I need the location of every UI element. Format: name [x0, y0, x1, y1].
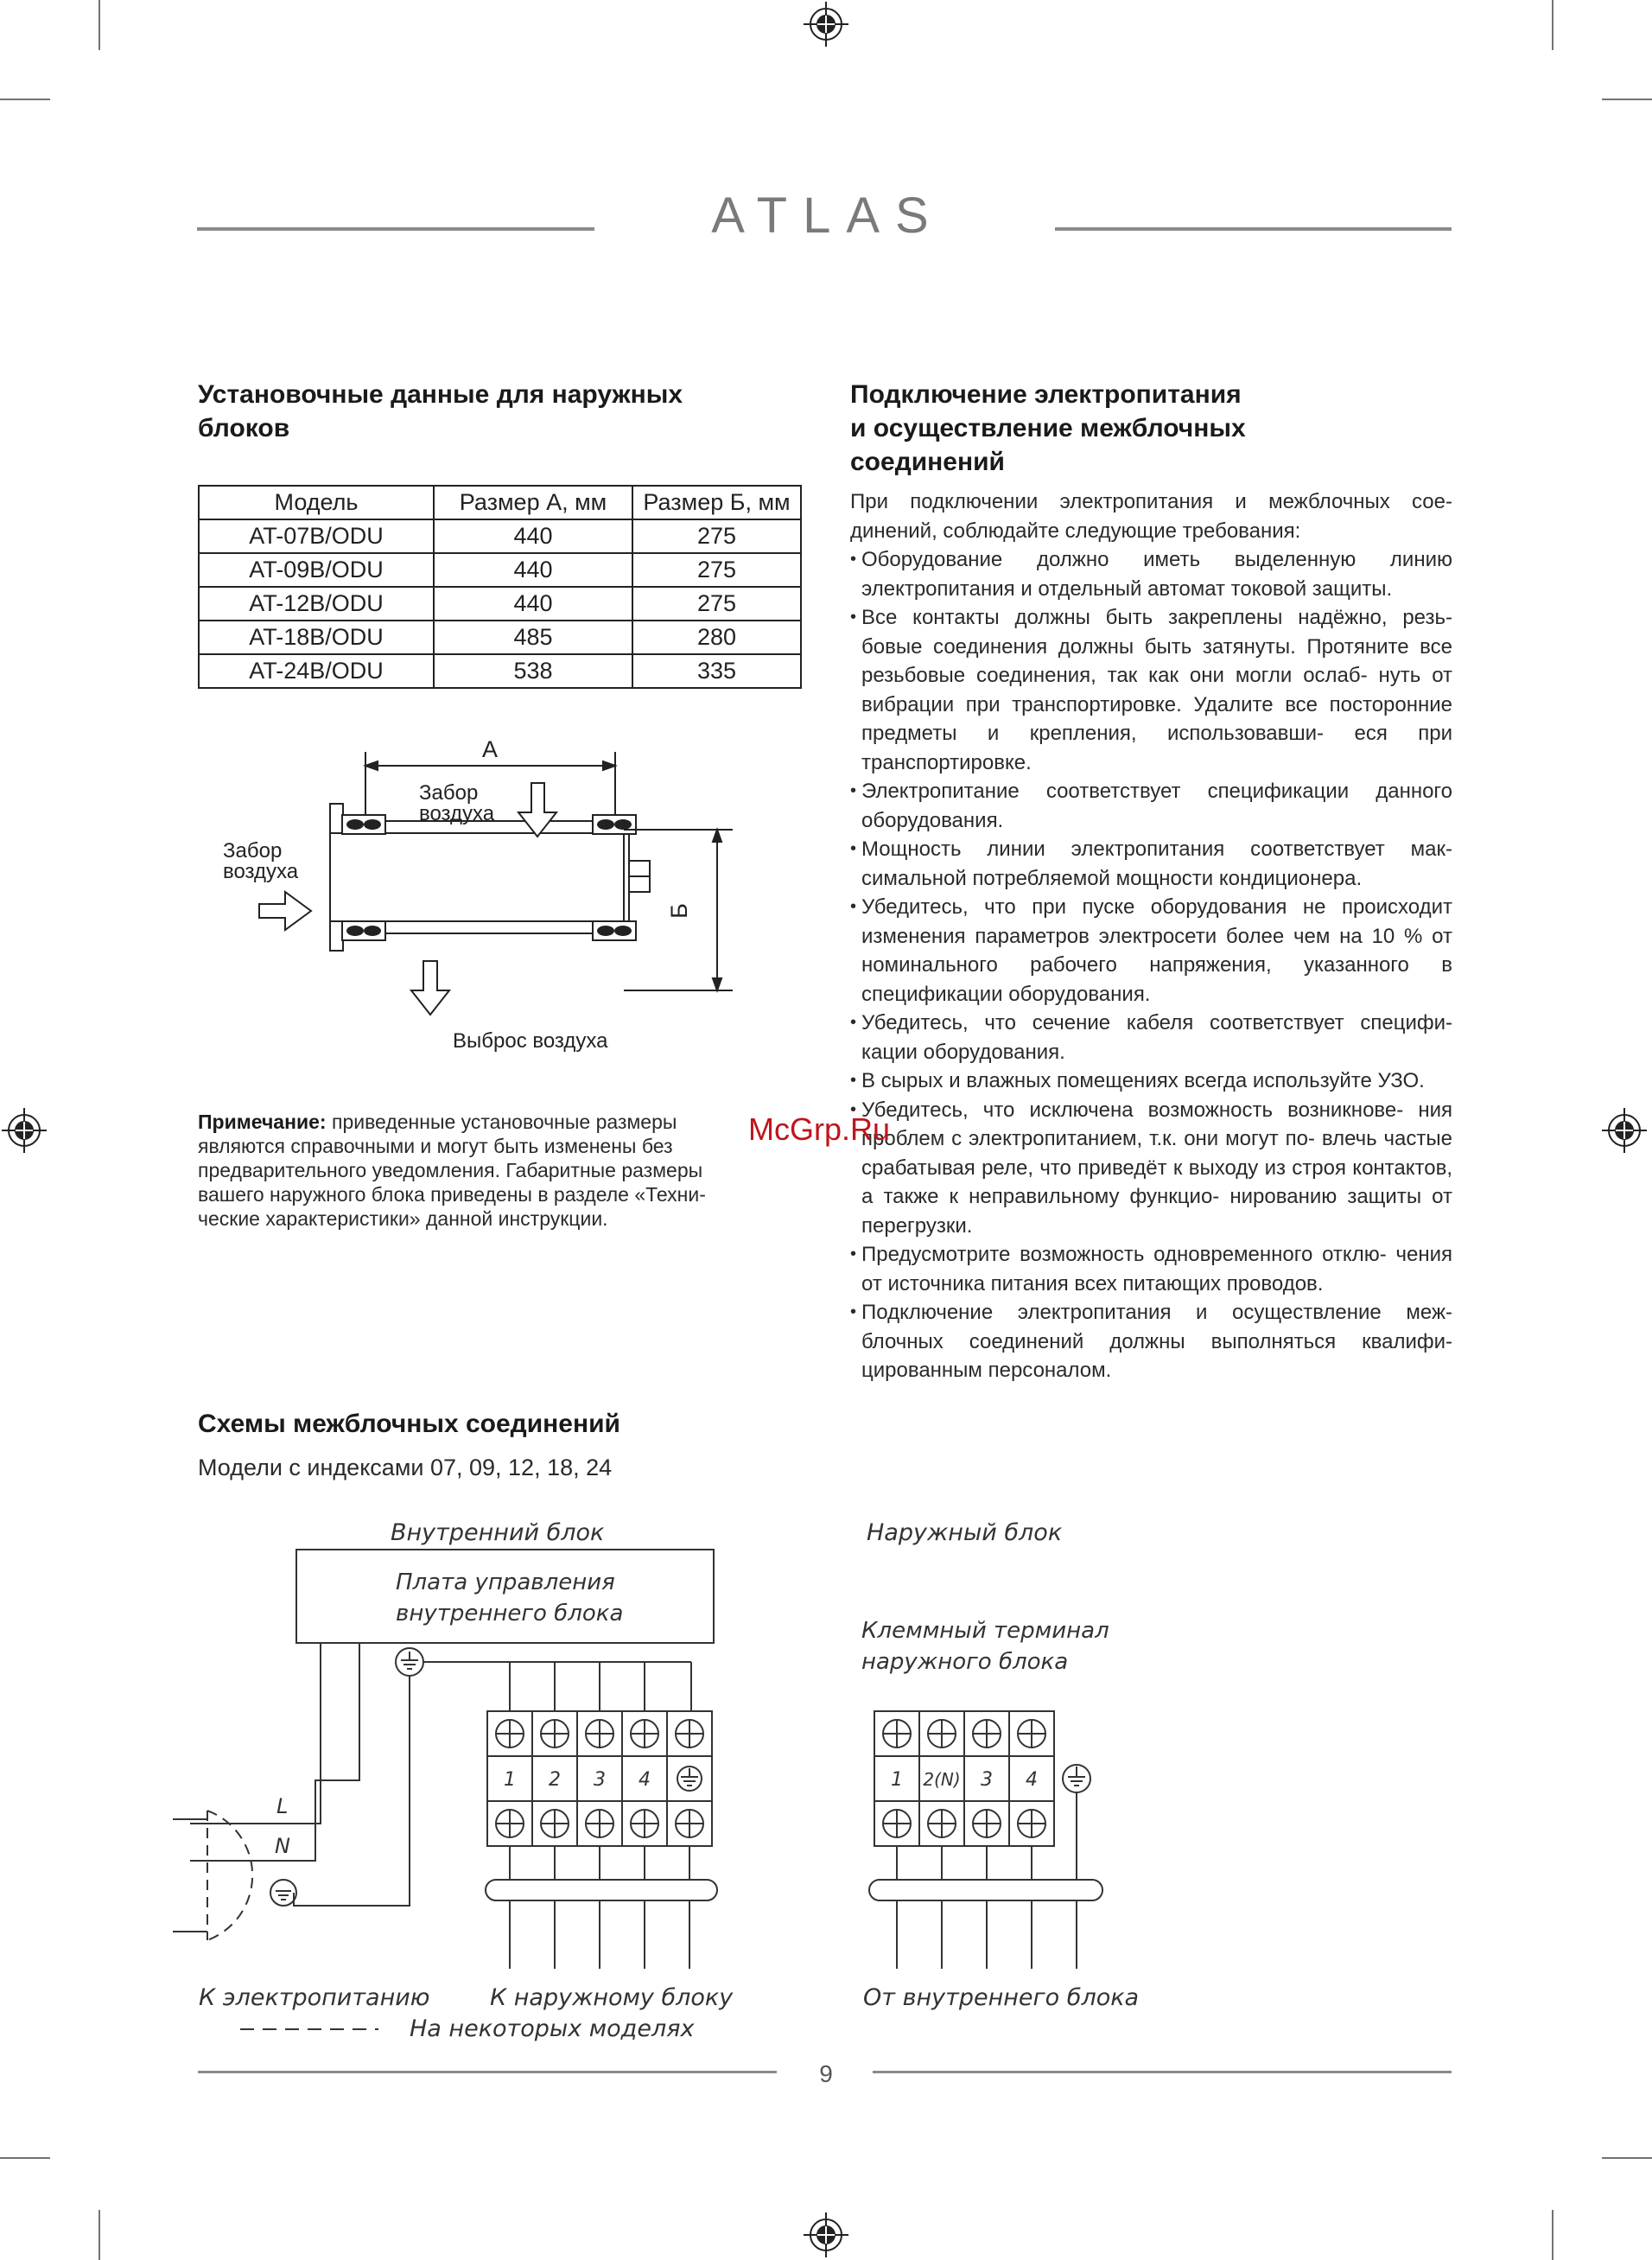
power-requirements: [850, 487, 1452, 1385]
outdoor-unit-label: Наружный блок: [867, 1519, 1063, 1546]
indoor-terminal-3: 3: [594, 1769, 606, 1791]
page-number: 9: [819, 2060, 833, 2087]
outdoor-terminal-1: 1: [891, 1769, 903, 1791]
install-note: Примечание: приведенные установочные размеры являются справочными и могут быть изменены без предварительного уведомления. Габаритные размеры вашего наружного блока приведены в разделе «Техни- ческие характеристики» данной инструкции.: [198, 1111, 706, 1230]
table-row: AT-07B/ODU 440 275: [199, 519, 801, 553]
install-table: [198, 485, 802, 689]
intake-top-label-1: Забор: [419, 781, 479, 805]
list-item: • Убедитесь, что сечение кабеля соответствует специфи- кации оборудования.: [850, 1009, 1452, 1066]
schemes-subtitle: Модели с индексами 07, 09, 12, 18, 24: [198, 1455, 613, 1480]
install-title: Установочные данные для наружных блоков: [198, 380, 683, 442]
wiring-diagram: [173, 1504, 1469, 2057]
from-indoor-label: От внутреннего блока: [863, 1984, 1140, 2011]
watermark: McGrp.Ru: [748, 1111, 891, 1147]
outdoor-terminal-2: 2(N): [923, 1769, 961, 1790]
to-power-label: К электропитанию: [199, 1984, 430, 2011]
list-item: • Оборудование должно иметь выделенную линию электропитания и отдельный автомат токовой защиты.: [850, 545, 1452, 603]
list-item: • Электропитание соответствует спецификации данного оборудования.: [850, 777, 1452, 835]
note-label: Примечание:: [198, 1111, 327, 1133]
outdoor-unit-diagram: [216, 735, 752, 1063]
list-item: • Убедитесь, что при пуске оборудования не происходит изменения параметров электросети более чем на 10 % от номинального рабочего напряжения, указанного в спецификации оборудования.: [850, 893, 1452, 1009]
table-row: AT-09B/ODU 440 275: [199, 553, 801, 587]
outdoor-terminal-4: 4: [1026, 1769, 1038, 1791]
power-intro: При подключении электропитания и межблочных сое- динений, соблюдайте следующие требования:: [850, 490, 1452, 543]
board-label-1: Плата управления: [396, 1569, 615, 1595]
schemes-title: Схемы межблочных соединений: [198, 1410, 620, 1438]
list-item: • Все контакты должны быть закреплены надёжно, резь- бовые соединения должны быть затянуты. Протяните все резьбовые соединения, так как они могли ослаб- нуть от вибрации при транспортировке. Удалите все посторонние предметы и крепления, использовавши- еся при транспортировке.: [850, 603, 1452, 777]
intake-top-label-2: воздуха: [419, 802, 495, 825]
brand-logo: ATLAS: [711, 188, 944, 244]
board-label-2: внутреннего блока: [396, 1601, 624, 1627]
intake-left-label-2: воздуха: [223, 860, 299, 883]
table-row: AT-12B/ODU 440 275: [199, 587, 801, 621]
list-item: • Мощность линии электропитания соответствует мак- симальной потребляемой мощности кондиционера.: [850, 835, 1452, 893]
list-item: • Подключение электропитания и осуществление меж- блочных соединений должны выполняться квалифи- цированным персоналом.: [850, 1298, 1452, 1385]
footer-rule-right: [873, 2071, 1452, 2073]
header-rule-left: [197, 227, 594, 231]
terminal-label-2: наружного блока: [861, 1649, 1069, 1675]
power-title: Подключение электропитания и осуществление межблочных соединений: [850, 380, 1246, 476]
header-rule-right: [1055, 227, 1452, 231]
table-row: AT-18B/ODU 485 280: [199, 621, 801, 654]
dimension-a-label: А: [481, 736, 499, 762]
table-header-row: Модель Размер А, мм Размер Б, мм: [199, 486, 801, 519]
header: [197, 190, 1452, 251]
requirements-list: [850, 545, 1452, 1385]
footer-rule-left: [198, 2071, 777, 2073]
dashed-note-label: На некоторых моделях: [410, 2015, 695, 2042]
list-item: • Убедитесь, что исключена возможность возникнове- ния проблем с электропитанием, т.к. они могут по- влечь частые срабатывая реле, что приведёт к выходу из строя контактов, а также к неправильному функцио- нированию защиты от перегрузки.: [850, 1096, 1452, 1241]
indoor-terminal-1: 1: [504, 1769, 516, 1791]
intake-left-label-1: Забор: [223, 839, 283, 863]
to-outdoor-label: К наружному блоку: [490, 1984, 734, 2011]
indoor-terminal-2: 2: [549, 1769, 561, 1791]
list-item: • Предусмотрите возможность одновременного отклю- чения от источника питания всех питающих проводов.: [850, 1240, 1452, 1298]
wire-l-label: L: [276, 1794, 289, 1818]
indoor-terminal-4: 4: [639, 1769, 651, 1791]
dimension-b-label: Б: [666, 903, 692, 919]
wire-n-label: N: [275, 1834, 290, 1858]
exhaust-label: Выброс воздуха: [453, 1029, 608, 1053]
table-row: AT-24B/ODU 538 335: [199, 654, 801, 688]
indoor-unit-label: Внутренний блок: [391, 1519, 605, 1546]
list-item: • В сырых и влажных помещениях всегда используйте УЗО.: [850, 1066, 1452, 1096]
outdoor-terminal-3: 3: [981, 1769, 993, 1791]
terminal-label-1: Клеммный терминал: [861, 1618, 1109, 1644]
